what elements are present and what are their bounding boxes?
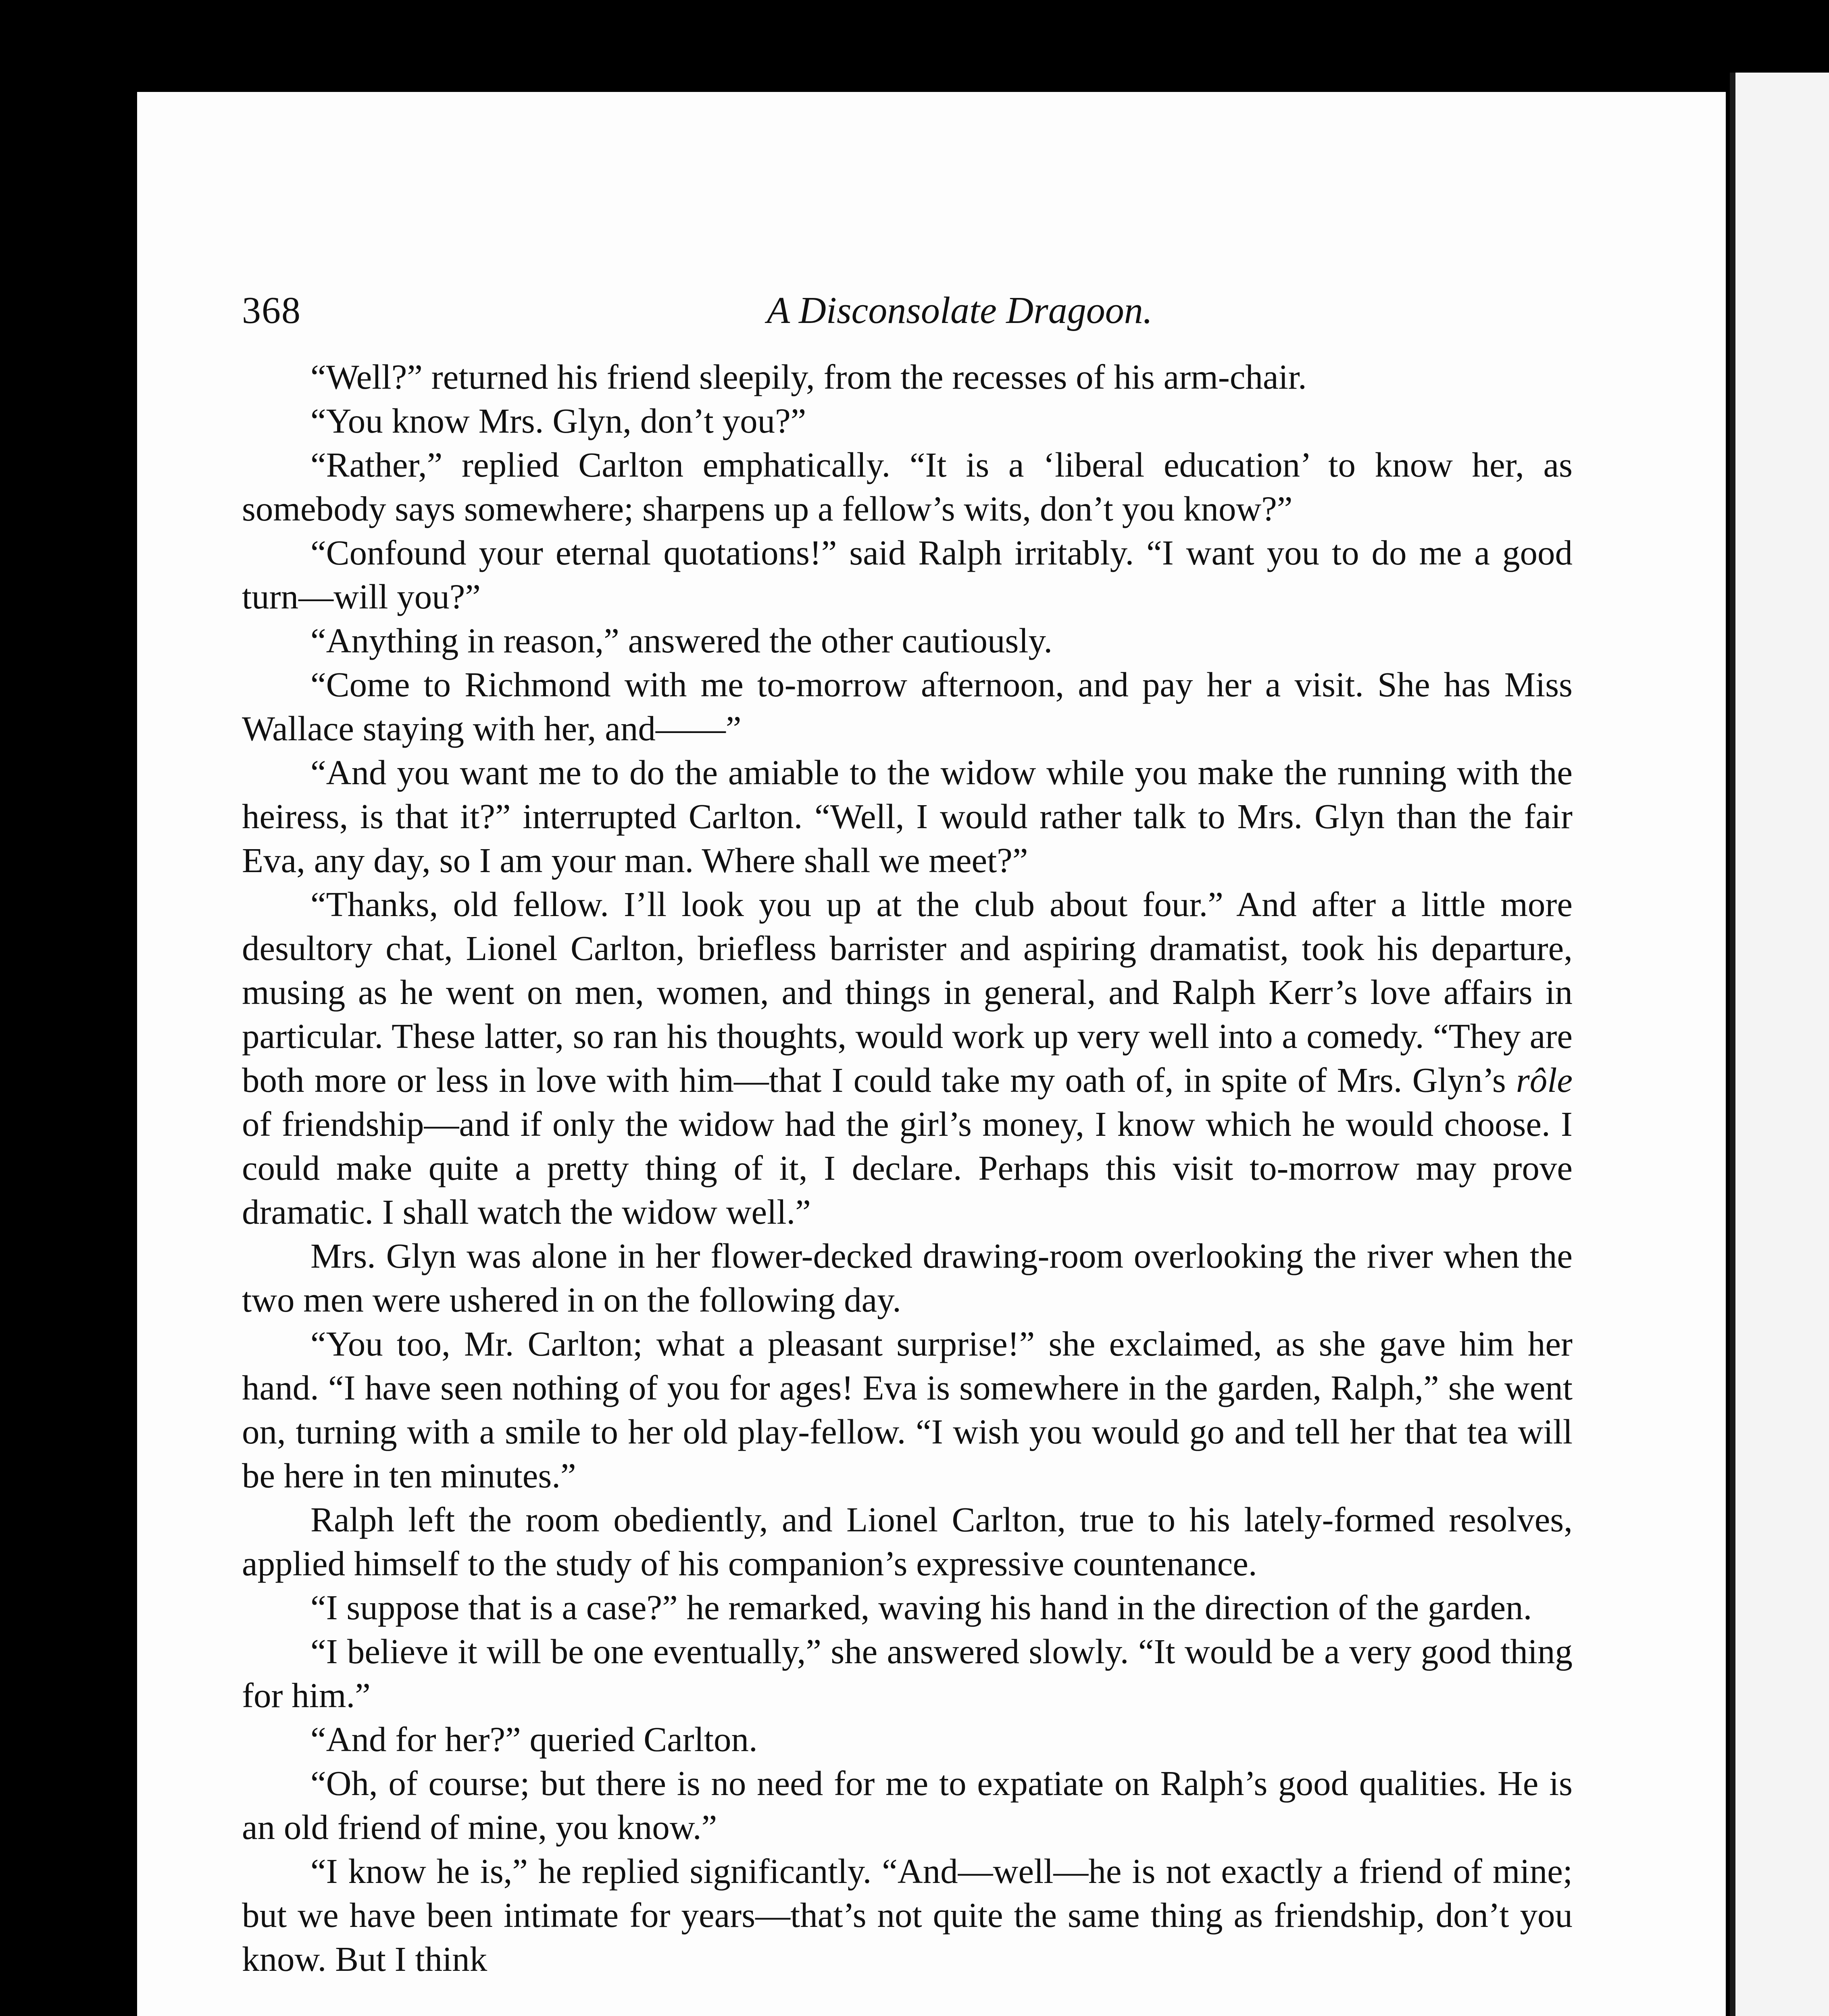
paragraph-role-after: of friendship—and if only the widow had the girl’s money, I know which he would choose. I could make quite a pretty thing of it, I declare. Perhaps this visit to-morrow may prove dramatic. I shall watch the widow well.”: [242, 1104, 1573, 1231]
paragraph: “You too, Mr. Carlton; what a pleasant surprise!” she exclaimed, as she gave him her hand. “I have seen nothing of you for ages! Eva is somewhere in the garden, Ralph,” she went on, turning with a smile to her old play-fellow. “I wish you would go and tell her that tea will be here in ten minutes.”: [242, 1324, 1573, 1495]
paragraph: “Oh, of course; but there is no need for me to expatiate on Ralph’s good qualities. He is an old friend of mine, you know.”: [242, 1764, 1573, 1847]
paragraph: “I believe it will be one eventually,” she answered slowly. “It would be a very good thing for him.”: [242, 1632, 1573, 1715]
paragraph-role: [242, 882, 1573, 1234]
paragraph-role-before: “Thanks, old fellow. I’ll look you up at the club about four.” And after a little more desultory chat, Lionel Carlton, briefless barrister and aspiring dramatist, took his departure, musing as he went on men, women, and things in general, and Ralph Kerr’s love affairs in particular. These latter, so ran his thoughts, would work up very well into a comedy. “They are both more or less in love with him—that I could take my oath of, in spite of Mrs. Glyn’s: [242, 885, 1573, 1100]
paragraph: Mrs. Glyn was alone in her flower-decked drawing-room overlooking the river when the two men were ushered in on the following day.: [242, 1236, 1573, 1319]
italic-word: rôle: [1516, 1060, 1573, 1100]
paragraph: “Rather,” replied Carlton emphatically. “It is a ‘liberal education’ to know her, as somebody says somewhere; sharpens up a fellow’s wits, don’t you know?”: [242, 445, 1573, 528]
paragraph: “And you want me to do the amiable to the widow while you make the running with the heiress, is that it?” interrupted Carlton. “Well, I would rather talk to Mrs. Glyn than the fair Eva, any day, so I am your man. Where shall we meet?”: [242, 753, 1573, 880]
body-text: [242, 355, 1573, 1981]
paragraph: “I suppose that is a case?” he remarked, waving his hand in the direction of the garden.: [310, 1588, 1532, 1627]
page-number: 368: [242, 289, 301, 331]
paragraph: “Well?” returned his friend sleepily, from the recesses of his arm-chair.: [310, 357, 1307, 396]
running-head: [242, 282, 1573, 339]
paragraph: “Come to Richmond with me to-morrow afternoon, and pay her a visit. She has Miss Wallace staying with her, and——”: [242, 665, 1573, 748]
next-page-edge: [1730, 73, 1829, 2016]
paragraph: “Confound your eternal quotations!” said Ralph irritably. “I want you to do me a good turn—will you?”: [242, 533, 1573, 616]
paragraph: “I know he is,” he replied significantly. “And—well—he is not exactly a friend of mine; but we have been intimate for years—that’s not quite the same thing as friendship, don’t you know. But I think: [242, 1851, 1573, 1979]
paragraph: “You know Mrs. Glyn, don’t you?”: [310, 401, 806, 440]
running-title: A Disconsolate Dragoon.: [767, 289, 1153, 331]
paragraph: “Anything in reason,” answered the other cautiously.: [310, 621, 1053, 660]
paragraph: Ralph left the room obediently, and Lionel Carlton, true to his lately-formed resolves, applied himself to the study of his companion’s expressive countenance.: [242, 1500, 1573, 1583]
paragraph: “And for her?” queried Carlton.: [310, 1720, 758, 1759]
